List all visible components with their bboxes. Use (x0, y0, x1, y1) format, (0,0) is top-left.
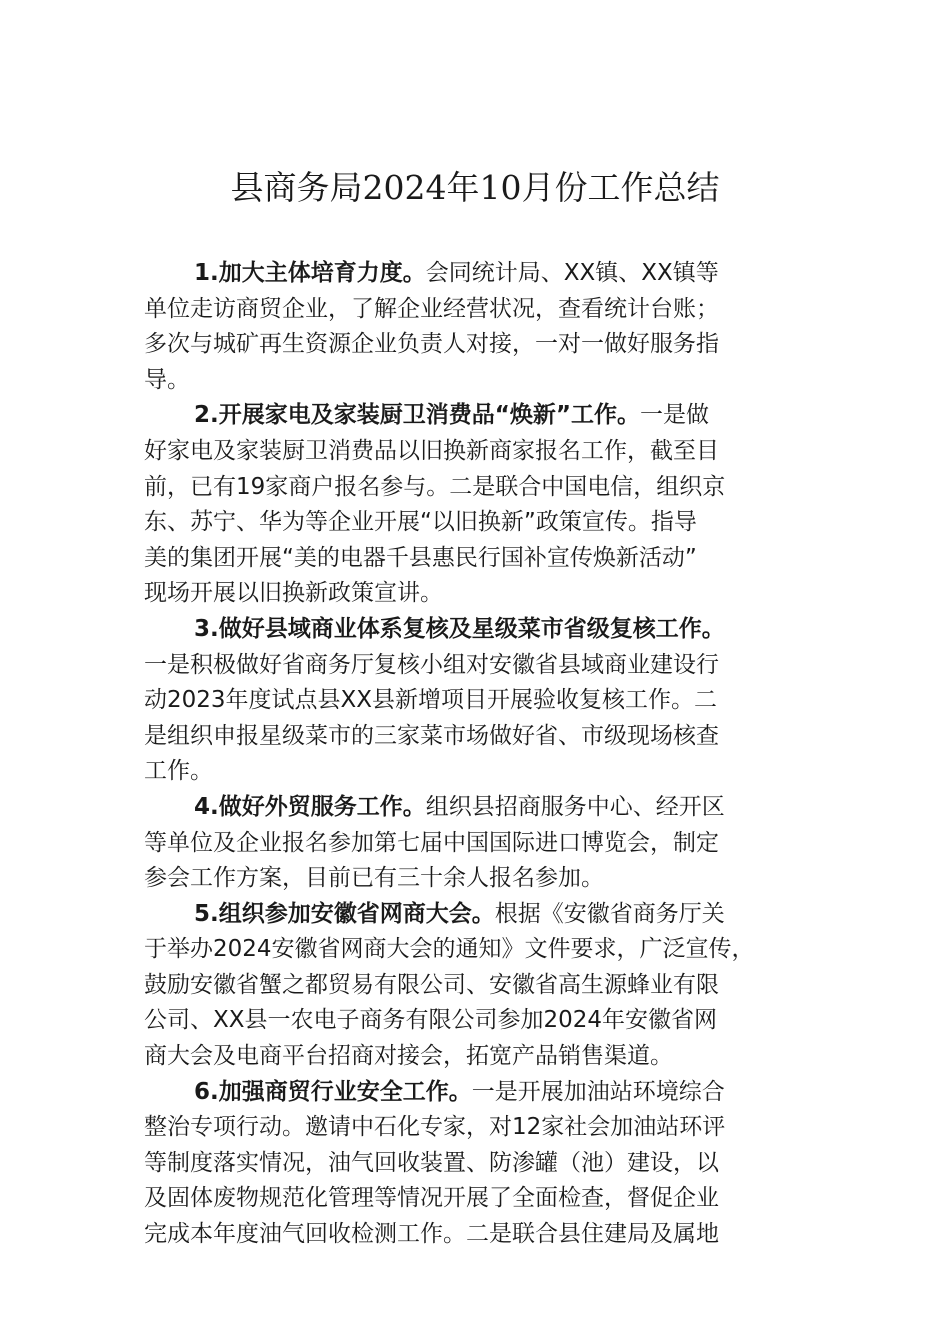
paragraph-line: 一是积极做好省商务厅复核小组对安徽省县域商业建设行 (144, 651, 719, 678)
paragraph-line: 是组织申报星级菜市的三家菜市场做好省、市级现场核查 (144, 722, 719, 749)
paragraph-5 (144, 897, 810, 1075)
document-body (144, 256, 810, 1253)
paragraph-line: 鼓励安徽省蟹之都贸易有限公司、安徽省高生源蜂业有限 (144, 971, 719, 998)
document-title: 县商务局2024年10月份工作总结 (230, 168, 720, 207)
paragraph-heading: 3.做好县域商业体系复核及星级菜市省级复核工作。 (194, 615, 725, 642)
paragraph-line: 工作。 (144, 758, 213, 785)
paragraph-line: 于举办2024安徽省网商大会的通知》文件要求，广泛宣传， (144, 936, 755, 963)
paragraph-line: 美的集团开展“美的电器千县惠民行国补宣传焕新活动” (144, 544, 697, 571)
paragraph-heading: 4.做好外贸服务工作。 (194, 793, 426, 820)
paragraph-line: 导。 (144, 366, 190, 393)
paragraph-line: 等单位及企业报名参加第七届中国国际进口博览会，制定 (144, 829, 719, 856)
paragraph-line: 一是开展加油站环境综合 (471, 1078, 725, 1105)
paragraph-heading: 1.加大主体培育力度。 (194, 260, 426, 286)
paragraph-heading: 6.加强商贸行业安全工作。 (194, 1078, 472, 1105)
paragraph-heading: 5.组织参加安徽省网商大会。 (194, 900, 495, 927)
paragraph-4 (144, 790, 810, 897)
paragraph-line: 现场开展以旧换新政策宣讲。 (144, 580, 443, 607)
paragraph-line: 整治专项行动。邀请中石化专家，对12家社会加油站环评 (144, 1114, 726, 1141)
paragraph-line: 一是做 (639, 402, 709, 429)
paragraph-line: 东、苏宁、华为等企业开展“以旧换新”政策宣传。指导 (144, 509, 697, 536)
paragraph-line: 组织县招商服务中心、经开区 (425, 793, 725, 820)
paragraph-line: 前，已有19家商户报名参与。二是联合中国电信，组织京 (144, 473, 726, 500)
paragraph-line: 会同统计局、XX镇、XX镇等 (425, 260, 719, 286)
paragraph-line: 公司、XX县一农电子商务有限公司参加2024年安徽省网 (144, 1007, 718, 1034)
paragraph-1 (144, 256, 810, 398)
paragraph-2 (144, 398, 810, 612)
paragraph-heading: 2.开展家电及家装厨卫消费品“焕新”工作。 (194, 402, 640, 429)
paragraph-6 (144, 1075, 810, 1253)
paragraph-line: 商大会及电商平台招商对接会，拓宽产品销售渠道。 (144, 1043, 673, 1070)
paragraph-line: 完成本年度油气回收检测工作。二是联合县住建局及属地 (144, 1221, 719, 1248)
paragraph-line: 多次与城矿再生资源企业负责人对接，一对一做好服务指 (144, 331, 719, 358)
paragraph-line: 单位走访商贸企业，了解企业经营状况，查看统计台账； (144, 295, 719, 322)
paragraph-line: 参会工作方案，目前已有三十余人报名参加。 (144, 865, 604, 892)
paragraph-line: 根据《安徽省商务厅关 (494, 900, 725, 927)
paragraph-line: 好家电及家装厨卫消费品以旧换新商家报名工作，截至目 (144, 437, 719, 464)
paragraph-line: 及固体废物规范化管理等情况开展了全面检查，督促企业 (144, 1185, 719, 1212)
paragraph-line: 动2023年度试点县XX县新增项目开展验收复核工作。二 (144, 687, 718, 714)
paragraph-3 (144, 612, 810, 790)
paragraph-line: 等制度落实情况，油气回收装置、防渗罐（池）建设，以 (144, 1149, 719, 1176)
